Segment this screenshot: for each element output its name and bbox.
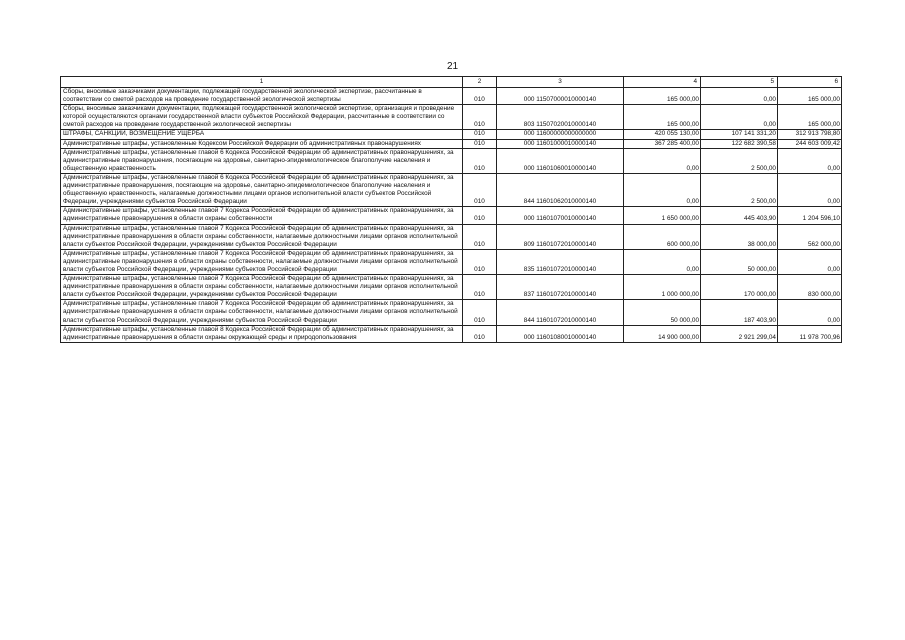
row-name-cell: Сборы, вносимые заказчиками документации, подлежащей государственной экологической экспертизе, рассчитанные в соответствии со сметой расходов на проведение государственной экологической экспертизы: [61, 88, 463, 105]
row-name-cell: ШТРАФЫ, САНКЦИИ, ВОЗМЕЩЕНИЕ УЩЕРБА: [61, 130, 463, 139]
row-name-cell: Административные штрафы, установленные главой 6 Кодекса Российской Федерации об административных правонарушениях, за административные правонарушения, посягающие на здоровье, санитарно-эпидемиологическое благополучие населения и общественную нравственность: [61, 148, 463, 173]
row-code-cell: 010: [463, 173, 497, 206]
table-row: [61, 88, 842, 105]
table-row: [61, 275, 842, 300]
row-value-col4: 0,00: [624, 249, 701, 274]
table-body: [61, 88, 842, 343]
row-value-col6: 562 000,00: [778, 224, 842, 249]
row-value-col6: 244 603 009,42: [778, 139, 842, 148]
row-value-col4: 1 650 000,00: [624, 207, 701, 224]
row-code-cell: 010: [463, 105, 497, 130]
table-row: [61, 173, 842, 206]
row-kbk-cell: 835 11601072010000140: [497, 249, 624, 274]
row-kbk-cell: 000 11601070010000140: [497, 207, 624, 224]
row-value-col6: 0,00: [778, 148, 842, 173]
column-header-1: 1: [61, 77, 463, 88]
row-value-col4: 14 900 000,00: [624, 325, 701, 342]
row-value-col5: 170 000,00: [701, 275, 778, 300]
row-value-col6: 0,00: [778, 300, 842, 325]
row-kbk-cell: 000 11601080010000140: [497, 325, 624, 342]
row-code-cell: 010: [463, 325, 497, 342]
row-kbk-cell: 000 11601000010000140: [497, 139, 624, 148]
table-row: [61, 207, 842, 224]
row-value-col4: 165 000,00: [624, 105, 701, 130]
row-code-cell: 010: [463, 130, 497, 139]
column-header-2: 2: [463, 77, 497, 88]
table-row: [61, 148, 842, 173]
row-name-cell: Административные штрафы, установленные главой 7 Кодекса Российской Федерации об административных правонарушениях, за административные правонарушения в области охраны собственности, налагаемые должностными лицами органов исполнительной власти субъектов Российской Федерации, учреждениями субъектов Российской Федерации: [61, 224, 463, 249]
row-name-cell: Административные штрафы, установленные главой 7 Кодекса Российской Федерации об административных правонарушениях, за административные правонарушения в области охраны собственности, налагаемые должностными лицами органов исполнительной власти субъектов Российской Федерации, учреждениями субъектов Российской Федерации: [61, 249, 463, 274]
table-row: [61, 130, 842, 139]
table-row: [61, 224, 842, 249]
row-value-col6: 0,00: [778, 173, 842, 206]
table-row: [61, 300, 842, 325]
column-header-3: 3: [497, 77, 624, 88]
row-value-col5: 0,00: [701, 105, 778, 130]
row-value-col5: 2 500,00: [701, 148, 778, 173]
row-value-col5: 2 921 299,04: [701, 325, 778, 342]
row-kbk-cell: 000 11601060010000140: [497, 148, 624, 173]
row-code-cell: 010: [463, 139, 497, 148]
row-value-col5: 2 500,00: [701, 173, 778, 206]
row-kbk-cell: 000 11600000000000000: [497, 130, 624, 139]
row-name-cell: Административные штрафы, установленные главой 7 Кодекса Российской Федерации об административных правонарушениях, за административные правонарушения в области охраны собственности, налагаемые должностными лицами органов исполнительной власти субъектов Российской Федерации, учреждениями субъектов Российской Федерации: [61, 275, 463, 300]
row-name-cell: Административные штрафы, установленные главой 7 Кодекса Российской Федерации об административных правонарушениях, за административные правонарушения в области охраны собственности, налагаемые должностными лицами органов исполнительной власти субъектов Российской Федерации, учреждениями субъектов Российской Федерации: [61, 300, 463, 325]
row-value-col6: 165 000,00: [778, 88, 842, 105]
row-value-col5: 50 000,00: [701, 249, 778, 274]
row-kbk-cell: 844 11601072010000140: [497, 300, 624, 325]
row-code-cell: 010: [463, 148, 497, 173]
row-kbk-cell: 809 11601072010000140: [497, 224, 624, 249]
table-row: [61, 105, 842, 130]
row-value-col5: 445 403,90: [701, 207, 778, 224]
row-code-cell: 010: [463, 88, 497, 105]
row-code-cell: 010: [463, 275, 497, 300]
row-code-cell: 010: [463, 207, 497, 224]
row-value-col4: 50 000,00: [624, 300, 701, 325]
column-header-5: 5: [701, 77, 778, 88]
row-value-col5: 0,00: [701, 88, 778, 105]
row-value-col6: 0,00: [778, 249, 842, 274]
row-value-col6: 165 000,00: [778, 105, 842, 130]
row-name-cell: Административные штрафы, установленные главой 6 Кодекса Российской Федерации об административных правонарушениях, за административные правонарушения, посягающие на здоровье, санитарно-эпидемиологическое благополучие населения и общественную нравственность, налагаемые должностными лицами органов исполнительной власти субъектов Российской Федерации, учреждениями субъектов Российской Федерации: [61, 173, 463, 206]
row-value-col4: 165 000,00: [624, 88, 701, 105]
row-value-col4: 1 000 000,00: [624, 275, 701, 300]
column-header-6: 6: [778, 77, 842, 88]
row-kbk-cell: 000 11507000010000140: [497, 88, 624, 105]
row-kbk-cell: 837 11601072010000140: [497, 275, 624, 300]
row-value-col5: 107 141 331,20: [701, 130, 778, 139]
row-code-cell: 010: [463, 300, 497, 325]
row-value-col4: 367 285 400,00: [624, 139, 701, 148]
row-value-col6: 830 000,00: [778, 275, 842, 300]
row-value-col4: 420 055 130,00: [624, 130, 701, 139]
revenue-table: [60, 76, 842, 343]
row-value-col6: 1 204 596,10: [778, 207, 842, 224]
row-value-col6: 312 913 798,80: [778, 130, 842, 139]
row-code-cell: 010: [463, 224, 497, 249]
row-code-cell: 010: [463, 249, 497, 274]
row-name-cell: Сборы, вносимые заказчиками документации, подлежащей государственной экологической экспертизе, организация и проведение которой осуществляются органами государственной власти субъектов Российской Федерации, рассчитанные в соответствии со сметой расходов на проведение государственной экологической экспертизы: [61, 105, 463, 130]
row-value-col4: 0,00: [624, 173, 701, 206]
row-value-col4: 0,00: [624, 148, 701, 173]
row-value-col5: 38 000,00: [701, 224, 778, 249]
row-value-col5: 187 403,90: [701, 300, 778, 325]
row-name-cell: Административные штрафы, установленные главой 8 Кодекса Российской Федерации об административных правонарушениях, за административные правонарушения в области охраны окружающей среды и природопользования: [61, 325, 463, 342]
row-value-col5: 122 682 390,58: [701, 139, 778, 148]
row-name-cell: Административные штрафы, установленные главой 7 Кодекса Российской Федерации об административных правонарушениях, за административные правонарушения в области охраны собственности: [61, 207, 463, 224]
row-value-col4: 600 000,00: [624, 224, 701, 249]
column-header-4: 4: [624, 77, 701, 88]
table-row: [61, 139, 842, 148]
row-kbk-cell: 844 11601062010000140: [497, 173, 624, 206]
table-row: [61, 249, 842, 274]
row-name-cell: Административные штрафы, установленные Кодексом Российской Федерации об административных правонарушениях: [61, 139, 463, 148]
row-value-col6: 11 978 700,96: [778, 325, 842, 342]
page-number: 21: [446, 61, 459, 72]
table-row: [61, 325, 842, 342]
row-kbk-cell: 803 11507020010000140: [497, 105, 624, 130]
header-row: [61, 77, 842, 88]
